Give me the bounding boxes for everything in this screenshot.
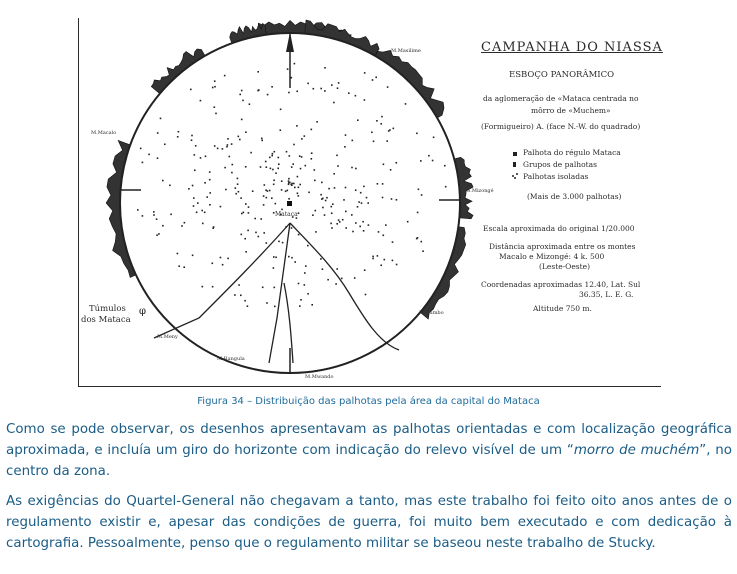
figure-caption: Figura 34 – Distribuição das palhotas pela área da capital do Mataca (197, 396, 540, 407)
rim-label-bottom-right: M.Rumbo (419, 310, 444, 316)
tumulos-label-2: dos Mataca (81, 315, 131, 325)
regulo-hut-marker (287, 201, 292, 206)
legend-label-hut: Palhota do régulo Mataca (523, 148, 621, 157)
rim-label-left-top: M.Macalo (91, 130, 117, 136)
paragraph-1-emphasis: morro de muchém (573, 443, 700, 458)
north-arrow-icon (286, 32, 294, 88)
tumulos-label-1: Túmulos (89, 304, 126, 314)
paragraph-1-before: Como se pode observar, os desenhos apresentavam as palhotas orientadas e com localização geográfica aproximada, e incluía um giro do horizonte com indicação do relevo visível de um “ (6, 422, 732, 458)
coords-note-2: 36.35, L. E. G. (579, 290, 634, 299)
palhotas-dots (137, 63, 447, 307)
distance-note-2: Macalo e Mizongé: 4 k. 500 (499, 252, 605, 261)
center-label: Mataca (275, 211, 298, 218)
legend-symbol-hut (513, 152, 517, 156)
rim-label-top: M.Masilime (391, 48, 421, 54)
tumulos-symbol-icon: φ (139, 306, 147, 317)
body-paragraph-2: As exigências do Quartel-General não chegavam a tanto, mas este trabalho foi feito oito anos antes de o regulamento existir e, apesar das condições de guerra, foi muito bem executado e com dedicação à cartografia. Pessoalmente, penso que o regulamento militar se baseou neste trabalho de Stucky. (6, 494, 732, 551)
legend-symbol-isolated (512, 173, 518, 179)
legend-label-group: Grupos de palhotas (523, 160, 597, 169)
count-note: (Mais de 3.000 palhotas) (527, 192, 622, 201)
figure-desc-1: da aglomeração de «Mataca centrada no (483, 94, 639, 103)
rim-label-bottom: M.Mwando (305, 374, 334, 380)
figure-title: CAMPANHA DO NIASSA (481, 40, 663, 55)
paragraph-1-after: ”, no centro da zona. (6, 443, 732, 479)
figure-desc-2: môrro de «Muchem» (531, 106, 611, 115)
figure-map (78, 18, 661, 387)
legend-symbol-group (513, 162, 516, 167)
distance-note-3: (Leste-Oeste) (539, 262, 590, 271)
rim-label-bottom-left: M.Rangula (217, 356, 245, 362)
body-paragraph-1 (6, 419, 732, 482)
distance-note-1: Distância aproximada entre os montes (489, 242, 636, 251)
figure-subtitle: ESBOÇO PANORÂMICO (509, 70, 615, 80)
legend-label-isolated: Palhotas isoladas (523, 172, 589, 181)
coords-note-1: Coordenadas aproximadas 12.40, Lat. Sul (481, 280, 641, 289)
scale-note: Escala aproximada do original 1/20.000 (483, 224, 635, 233)
altitude-note: Altitude 750 m. (533, 304, 592, 313)
rim-label-left-bottom: M.Meny (157, 334, 178, 340)
rim-label-right: S.Mizongé (467, 188, 494, 194)
figure-desc-3: (Formigueiro) A. (face N.-W. do quadrado) (481, 122, 641, 131)
